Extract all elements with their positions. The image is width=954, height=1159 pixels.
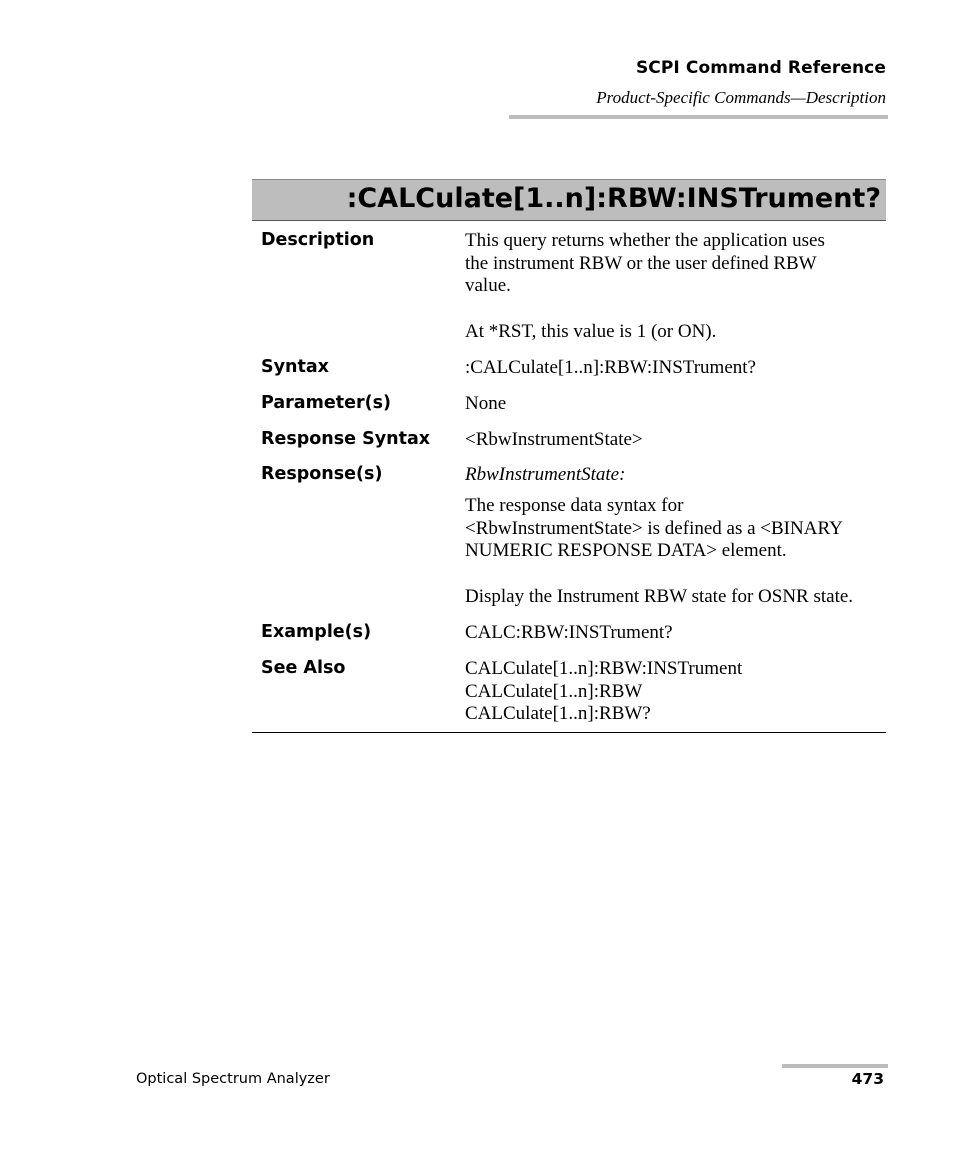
description-rst-note: At *RST, this value is 1 (or ON). — [465, 321, 717, 342]
responses-note: Display the Instrument RBW state for OSNR state. — [465, 586, 854, 607]
parameters-label: Parameter(s) — [261, 393, 391, 413]
description-text — [465, 230, 890, 298]
command-title-bar — [252, 179, 886, 221]
description-label: Description — [261, 230, 375, 250]
command-title: :CALCulate[1..n]:RBW:INSTrument? — [346, 183, 881, 214]
see-also-link: CALCulate[1..n]:RBW:INSTrument — [465, 658, 743, 679]
footer-product-name: Optical Spectrum Analyzer — [136, 1071, 330, 1087]
responses-line: <RbwInstrumentState> is defined as a <BINARY — [465, 517, 843, 539]
response-syntax-label: Response Syntax — [261, 429, 431, 449]
running-header-title: SCPI Command Reference — [635, 58, 886, 78]
see-also-link: CALCulate[1..n]:RBW? — [465, 703, 651, 724]
description-line: the instrument RBW or the user defined RBW — [465, 252, 817, 274]
description-line: This query returns whether the application uses — [465, 230, 825, 251]
examples-value: CALC:RBW:INSTrument? — [465, 622, 673, 643]
description-line: value. — [465, 275, 511, 296]
table-bottom-rule — [252, 732, 886, 733]
syntax-label: Syntax — [261, 357, 329, 377]
see-also-link: CALCulate[1..n]:RBW — [465, 680, 643, 702]
see-also-list — [465, 658, 890, 726]
syntax-value: :CALCulate[1..n]:RBW:INSTrument? — [465, 357, 756, 378]
responses-text — [465, 495, 890, 563]
page-number: 473 — [851, 1070, 884, 1088]
response-syntax-value: <RbwInstrumentState> — [465, 429, 643, 450]
footer-rule — [782, 1064, 888, 1068]
examples-label: Example(s) — [261, 622, 372, 642]
running-header-subtitle: Product-Specific Commands—Description — [596, 88, 886, 107]
parameters-value: None — [465, 393, 507, 414]
responses-line: The response data syntax for — [465, 495, 684, 516]
responses-label: Response(s) — [261, 464, 383, 484]
responses-line: NUMERIC RESPONSE DATA> element. — [465, 540, 787, 561]
response-param-name: RbwInstrumentState: — [465, 464, 626, 485]
see-also-label: See Also — [261, 658, 346, 678]
header-rule — [509, 115, 888, 119]
